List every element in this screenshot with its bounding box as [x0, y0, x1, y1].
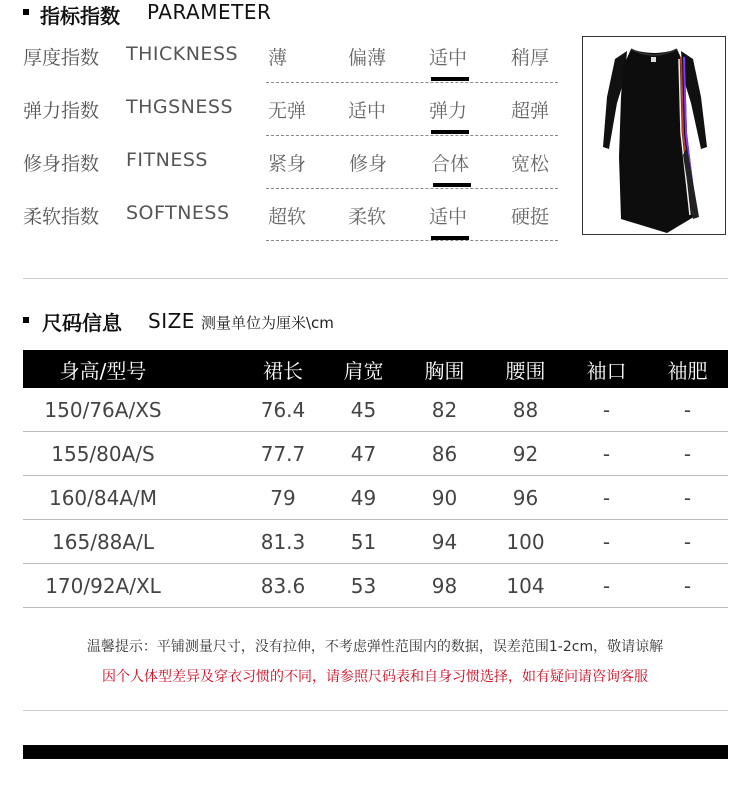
param-option-selected: 合体 — [431, 153, 470, 175]
table-cell: 76.4 — [243, 388, 323, 432]
dashed-divider — [266, 82, 558, 83]
size-cell: 170/92A/XL — [23, 564, 243, 608]
table-row — [23, 564, 728, 608]
param-label: 弹力指数 — [23, 100, 100, 122]
size-cell: 155/80A/S — [23, 432, 243, 476]
table-cell: 88 — [485, 388, 566, 432]
param-option: 无弹 — [268, 100, 307, 122]
column-header: 袖肥 — [647, 350, 728, 388]
table-cell: 94 — [404, 520, 485, 564]
param-label-en: FITNESS — [126, 149, 208, 171]
param-option-selected: 弹力 — [429, 100, 468, 122]
parameter-title: 指标指数 — [40, 4, 120, 28]
section-divider — [23, 710, 728, 711]
measurement-note: 温馨提示：平铺测量尺寸，没有拉伸，不考虑弹性范围内的数据，误差范围1-2cm，敬请谅解 — [86, 639, 664, 655]
param-label-en: THICKNESS — [126, 43, 239, 65]
param-option: 适中 — [348, 100, 387, 122]
bullet-square — [23, 317, 29, 323]
bullet-square — [23, 9, 29, 15]
size-cell: 160/84A/M — [23, 476, 243, 520]
table-header-row — [23, 350, 728, 388]
table-cell: 49 — [323, 476, 404, 520]
dashed-divider — [266, 188, 558, 189]
table-cell: - — [647, 564, 728, 608]
param-label: 柔软指数 — [23, 206, 100, 228]
param-label-en: SOFTNESS — [126, 202, 230, 224]
table-cell: 45 — [323, 388, 404, 432]
table-cell: 98 — [404, 564, 485, 608]
selected-marker — [431, 77, 469, 81]
table-cell: 47 — [323, 432, 404, 476]
size-cell: 165/88A/L — [23, 520, 243, 564]
footer-bar — [23, 745, 728, 759]
table-cell: 100 — [485, 520, 566, 564]
table-cell: - — [647, 520, 728, 564]
table-cell: 104 — [485, 564, 566, 608]
table-cell: 82 — [404, 388, 485, 432]
table-row — [23, 520, 728, 564]
table-cell: - — [647, 432, 728, 476]
table-cell: - — [647, 388, 728, 432]
column-header: 腰围 — [485, 350, 566, 388]
table-row — [23, 476, 728, 520]
section-divider — [23, 278, 728, 279]
table-cell: - — [566, 388, 647, 432]
param-label: 厚度指数 — [23, 47, 100, 69]
param-option: 修身 — [349, 153, 388, 175]
size-title: 尺码信息 — [42, 311, 122, 335]
param-option: 柔软 — [348, 206, 387, 228]
table-cell: 81.3 — [243, 520, 323, 564]
selected-marker — [433, 183, 471, 187]
table-cell: - — [647, 476, 728, 520]
selected-marker — [431, 130, 469, 134]
dashed-divider — [266, 240, 558, 241]
size-table — [23, 350, 728, 608]
table-cell: - — [566, 564, 647, 608]
column-header: 裙长 — [243, 350, 323, 388]
size-title-en: SIZE — [148, 309, 195, 333]
param-label-en: THGSNESS — [126, 96, 234, 118]
table-cell: - — [566, 520, 647, 564]
parameter-title-en: PARAMETER — [147, 0, 272, 24]
param-option: 硬挺 — [511, 206, 550, 228]
param-option: 偏薄 — [348, 47, 387, 69]
table-cell: - — [566, 432, 647, 476]
param-option: 超弹 — [511, 100, 550, 122]
table-cell: 79 — [243, 476, 323, 520]
param-option: 紧身 — [268, 153, 307, 175]
table-cell: - — [566, 476, 647, 520]
param-label: 修身指数 — [23, 153, 100, 175]
param-option-selected: 适中 — [429, 47, 468, 69]
table-cell: 96 — [485, 476, 566, 520]
table-cell: 53 — [323, 564, 404, 608]
param-option-selected: 适中 — [429, 206, 468, 228]
table-cell: 86 — [404, 432, 485, 476]
column-header: 身高/型号 — [23, 350, 243, 388]
param-option: 稍厚 — [511, 47, 550, 69]
param-option: 薄 — [268, 47, 288, 69]
param-option: 超软 — [268, 206, 307, 228]
size-advice-note: 因个人体型差异及穿衣习惯的不同，请参照尺码表和自身习惯选择，如有疑问请咨询客服 — [102, 669, 648, 685]
table-cell: 77.7 — [243, 432, 323, 476]
column-header: 肩宽 — [323, 350, 404, 388]
dress-illustration — [583, 37, 725, 234]
table-row — [23, 432, 728, 476]
table-cell: 90 — [404, 476, 485, 520]
table-cell: 92 — [485, 432, 566, 476]
table-cell: 83.6 — [243, 564, 323, 608]
selected-marker — [431, 236, 469, 240]
table-cell: 51 — [323, 520, 404, 564]
dashed-divider — [266, 135, 558, 136]
column-header: 袖口 — [566, 350, 647, 388]
size-cell: 150/76A/XS — [23, 388, 243, 432]
table-row — [23, 388, 728, 432]
product-image — [582, 36, 726, 235]
column-header: 胸围 — [404, 350, 485, 388]
param-option: 宽松 — [511, 153, 550, 175]
size-unit: 测量单位为厘米\cm — [201, 314, 334, 332]
